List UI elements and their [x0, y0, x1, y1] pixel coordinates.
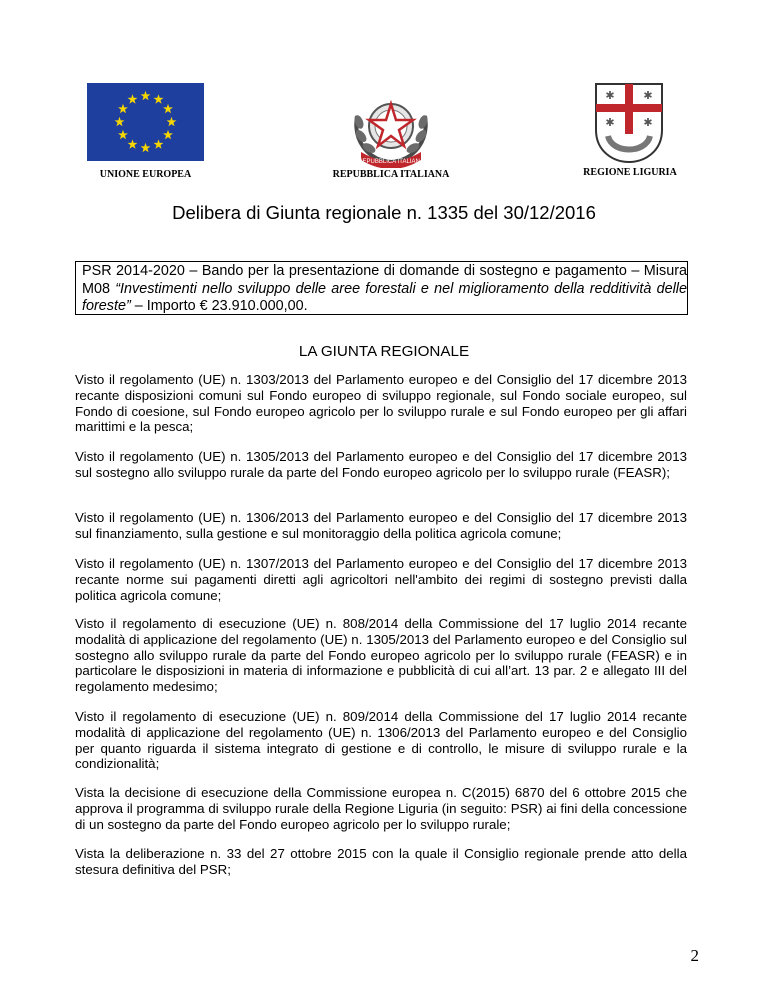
subject-box [75, 261, 688, 315]
svg-text:✱: ✱ [643, 116, 653, 129]
eu-caption: UNIONE EUROPEA [99, 169, 192, 180]
document-title: Delibera di Giunta regionale n. 1335 del 30/12/2016 [172, 202, 596, 223]
paragraph-1: Visto il regolamento (UE) n. 1303/2013 del Parlamento europeo e del Consiglio del 17 dicembre 2013 recante disposizioni comuni sul Fondo europeo di sviluppo regionale, sul Fondo sociale europeo, sul Fondo di coesione, sul Fondo europeo agricolo per lo sviluppo rurale e sul Fondo europeo per gli affari marittimi e la pesca; [75, 372, 687, 435]
paragraph-6: Visto il regolamento di esecuzione (UE) n. 809/2014 della Commissione del 17 luglio 2014 recante modalità di applicazione del regolamento (UE) n. 1306/2013 del Parlamento europeo e del Consiglio per quanto riguarda il sistema integrato di gestione e di controllo, le misure di sviluppo rurale e la condizionalità; [75, 709, 687, 772]
paragraph-4: Visto il regolamento (UE) n. 1307/2013 del Parlamento europeo e del Consiglio del 17 dicembre 2013 recante norme sui pagamenti diretti agli agricoltori nell'ambito dei regimi di sostegno previsti dalla politica agricola comune; [75, 556, 687, 603]
subject-text [82, 263, 687, 316]
paragraph-2: Visto il regolamento (UE) n. 1305/2013 del Parlamento europeo e del Consiglio del 17 dicembre 2013 sul sostegno allo sviluppo rurale da parte del Fondo europeo agricolo per lo sviluppo rurale (FEASR); [75, 449, 687, 480]
emblem-ribbon-text: REPUBBLICA ITALIANA [358, 159, 424, 165]
subject-amount: – Importo € 23.910.000,00. [130, 298, 308, 314]
page-number: 2 [690, 946, 699, 965]
svg-text:✱: ✱ [605, 89, 615, 102]
italian-emblem-logo [347, 90, 435, 168]
liguria-coat-of-arms-icon [594, 82, 664, 164]
svg-text:✱: ✱ [605, 116, 615, 129]
eu-flag-icon [87, 83, 204, 161]
liguria-arms-logo [594, 82, 664, 164]
subject-lead: PSR 2014-2020 – Bando per la presentazione di domande di sostegno e pagamento – Misura M08 [82, 263, 687, 297]
italian-republic-emblem-icon [347, 90, 435, 168]
eu-flag-logo [87, 83, 204, 161]
svg-text:✱: ✱ [643, 89, 653, 102]
paragraph-7: Vista la decisione di esecuzione della Commissione europea n. C(2015) 6870 del 6 ottobre 2015 che approva il programma di sviluppo rurale della Regione Liguria (in seguito: PSR) ai fini della concessione di un sostegno da parte del Fondo europeo agricolo per lo sviluppo rurale; [75, 785, 687, 832]
section-heading: LA GIUNTA REGIONALE [298, 343, 470, 360]
liguria-caption: REGIONE LIGURIA [583, 167, 677, 178]
paragraph-3: Visto il regolamento (UE) n. 1306/2013 del Parlamento europeo e del Consiglio del 17 dicembre 2013 sul finanziamento, sulla gestione e sul monitoraggio della politica agricola comune; [75, 510, 687, 541]
paragraph-8: Vista la deliberazione n. 33 del 27 ottobre 2015 con la quale il Consiglio regionale prende atto della stesura definitiva del PSR; [75, 846, 687, 877]
paragraph-5: Visto il regolamento di esecuzione (UE) n. 808/2014 della Commissione del 17 luglio 2014 recante modalità di applicazione del regolamento (UE) n. 1305/2013 del Parlamento europeo e del Consiglio sul sostegno allo sviluppo rurale da parte del Fondo europeo agricolo per lo sviluppo rurale (FEASR) e in particolare le disposizioni in materia di informazione e pubblicità di cui all’art. 13 par. 2 e allegato III del regolamento medesimo; [75, 616, 687, 695]
subject-measure-title: “Investimenti nello sviluppo delle aree forestali e nel miglioramento della redditività delle foreste” [82, 280, 687, 314]
italy-caption: REPUBBLICA ITALIANA [332, 169, 450, 180]
